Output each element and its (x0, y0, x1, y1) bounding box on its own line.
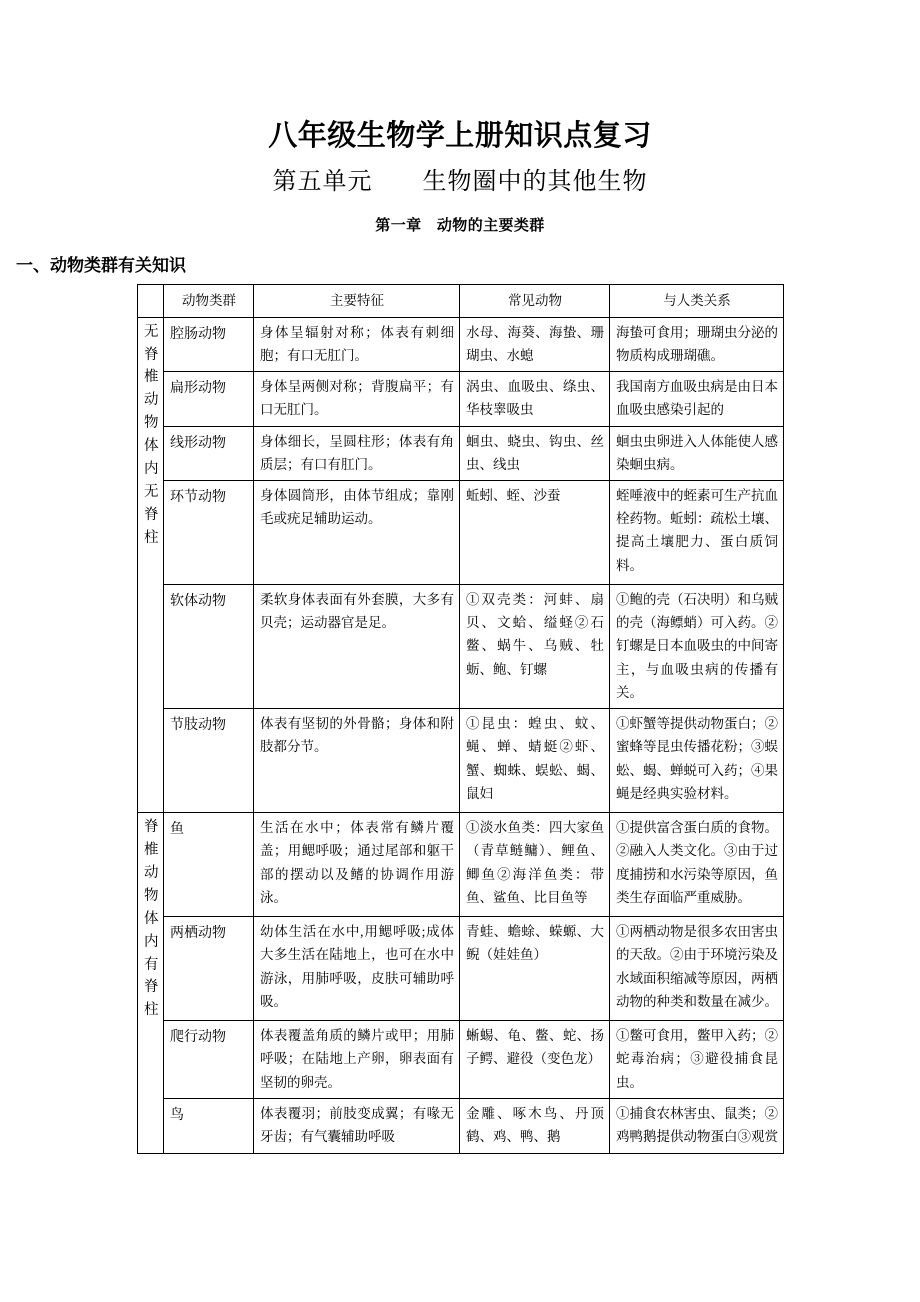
page-title: 八年级生物学上册知识点复习 (268, 120, 652, 152)
common-animals-cell: 涡虫、血吸虫、绦虫、华枝睾吸虫 (460, 372, 610, 426)
common-animals-cell: ①淡水鱼类：四大家鱼（青草鲢鳙）、鲤鱼、鲫鱼②海洋鱼类：带鱼、鲨鱼、比目鱼等 (460, 813, 610, 917)
class-name: 鱼 (164, 813, 254, 917)
unit-subtitle: 第五单元 生物圈中的其他生物 (272, 169, 648, 196)
class-name: 节肢动物 (164, 709, 254, 813)
features-cell: 体表覆羽；前肢变成翼；有喙无牙齿；有气囊辅助呼吸 (254, 1099, 460, 1153)
class-name: 环节动物 (164, 480, 254, 584)
relation-cell: ①虾蟹等提供动物蛋白；②蜜蜂等昆虫传播花粉；③蜈蚣、蝎、蝉蜕可入药；④果蝇是经典实验材料。 (610, 709, 784, 813)
group-label-line2: 体内有脊柱 (144, 910, 159, 1019)
animal-groups-table (137, 284, 784, 1153)
common-animals-cell: 蛔虫、蛲虫、钩虫、丝虫、线虫 (460, 426, 610, 480)
features-cell: 生活在水中；体表常有鳞片覆盖；用鳃呼吸；通过尾部和躯干部的摆动以及鳍的协调作用游泳。 (254, 813, 460, 917)
table-row (138, 584, 784, 708)
relation-cell: ①捕食农林害虫、鼠类；②鸡鸭鹅提供动物蛋白③观赏 (610, 1099, 784, 1153)
common-animals-cell: 蜥蜴、龟、鳖、蛇、扬子鳄、避役（变色龙） (460, 1021, 610, 1099)
group-label-invertebrate (138, 317, 164, 812)
header-cell-class: 动物类群 (164, 285, 254, 317)
group-label-line1: 脊椎动物 (144, 819, 159, 904)
common-animals-cell: ①双壳类：河蚌、扇贝、文蛤、缢蛏②石鳖、蜗牛、乌贼、牡蛎、鲍、钉螺 (460, 584, 610, 708)
header-cell-relation: 与人类关系 (610, 285, 784, 317)
features-cell: 柔软身体表面有外套膜，大多有贝壳；运动器官是足。 (254, 584, 460, 708)
table-row (138, 1021, 784, 1099)
header-cell-group (138, 285, 164, 317)
relation-cell: 我国南方血吸虫病是由日本血吸虫感染引起的 (610, 372, 784, 426)
table-row (138, 917, 784, 1021)
section-heading: 一、动物类群有关知识 (16, 256, 186, 276)
common-animals-cell: ①昆虫：蝗虫、蚊、蝇、蝉、蜻蜓②虾、蟹、蜘蛛、蜈蚣、蝎、鼠妇 (460, 709, 610, 813)
class-name: 鸟 (164, 1099, 254, 1153)
common-animals-cell: 金雕、啄木鸟、丹顶鹤、鸡、鸭、鹅 (460, 1099, 610, 1153)
table-row (138, 317, 784, 371)
group-label-line2: 体内无脊柱 (144, 438, 159, 546)
features-cell: 幼体生活在水中,用鳃呼吸;成体大多生活在陆地上，也可在水中游泳，用肺呼吸，皮肤可辅助呼吸。 (254, 917, 460, 1021)
relation-cell: ①鲍的壳（石决明）和乌贼的壳（海鳔蛸）可入药。②钉螺是日本血吸虫的中间寄主，与血吸虫病的传播有关。 (610, 584, 784, 708)
relation-cell: 海蛰可食用；珊瑚虫分泌的物质构成珊瑚礁。 (610, 317, 784, 371)
chapter-title: 第一章 动物的主要类群 (375, 218, 545, 235)
header-cell-features: 主要特征 (254, 285, 460, 317)
group-label-vertebrate (138, 813, 164, 1153)
table-row (138, 372, 784, 426)
features-cell: 身体呈两侧对称；背腹扁平；有口无肛门。 (254, 372, 460, 426)
knowledge-table-wrapper (0, 284, 920, 1153)
class-name: 爬行动物 (164, 1021, 254, 1099)
table-header-row (138, 285, 784, 317)
class-name: 腔肠动物 (164, 317, 254, 371)
class-name: 线形动物 (164, 426, 254, 480)
table-row (138, 480, 784, 584)
class-name: 软体动物 (164, 584, 254, 708)
features-cell: 身体细长，呈圆柱形；体表有角质层；有口有肛门。 (254, 426, 460, 480)
common-animals-cell: 蚯蚓、蛭、沙蚕 (460, 480, 610, 584)
header-cell-common: 常见动物 (460, 285, 610, 317)
relation-cell: 蛭唾液中的蛭素可生产抗血栓药物。蚯蚓：疏松土壤、提高土壤肥力、蛋白质饲料。 (610, 480, 784, 584)
features-cell: 体表覆盖角质的鳞片或甲；用肺呼吸；在陆地上产卵，卵表面有坚韧的卵壳。 (254, 1021, 460, 1099)
common-animals-cell: 水母、海葵、海蛰、珊瑚虫、水螅 (460, 317, 610, 371)
relation-cell: 蛔虫虫卵进入人体能使人感染蛔虫病。 (610, 426, 784, 480)
class-name: 两栖动物 (164, 917, 254, 1021)
features-cell: 身体呈辐射对称；体表有刺细胞；有口无肛门。 (254, 317, 460, 371)
features-cell: 身体圆筒形，由体节组成；靠刚毛或疣足辅助运动。 (254, 480, 460, 584)
features-cell: 体表有坚韧的外骨骼；身体和附肢都分节。 (254, 709, 460, 813)
table-row (138, 813, 784, 917)
common-animals-cell: 青蛙、蟾蜍、蝾螈、大鲵（娃娃鱼） (460, 917, 610, 1021)
relation-cell: ①两栖动物是很多农田害虫的天敌。②由于环境污染及水域面积缩减等原因，两栖动物的种类和数量在减少。 (610, 917, 784, 1021)
group-label-line1: 无脊椎动物 (144, 323, 159, 432)
table-row (138, 1099, 784, 1153)
class-name: 扁形动物 (164, 372, 254, 426)
relation-cell: ①鳖可食用，鳖甲入药；②蛇毒治病；③避役捕食昆虫。 (610, 1021, 784, 1099)
relation-cell: ①提供富含蛋白质的食物。②融入人类文化。③由于过度捕捞和水污染等原因，鱼类生存面临严重威胁。 (610, 813, 784, 917)
table-row (138, 709, 784, 813)
table-row (138, 426, 784, 480)
